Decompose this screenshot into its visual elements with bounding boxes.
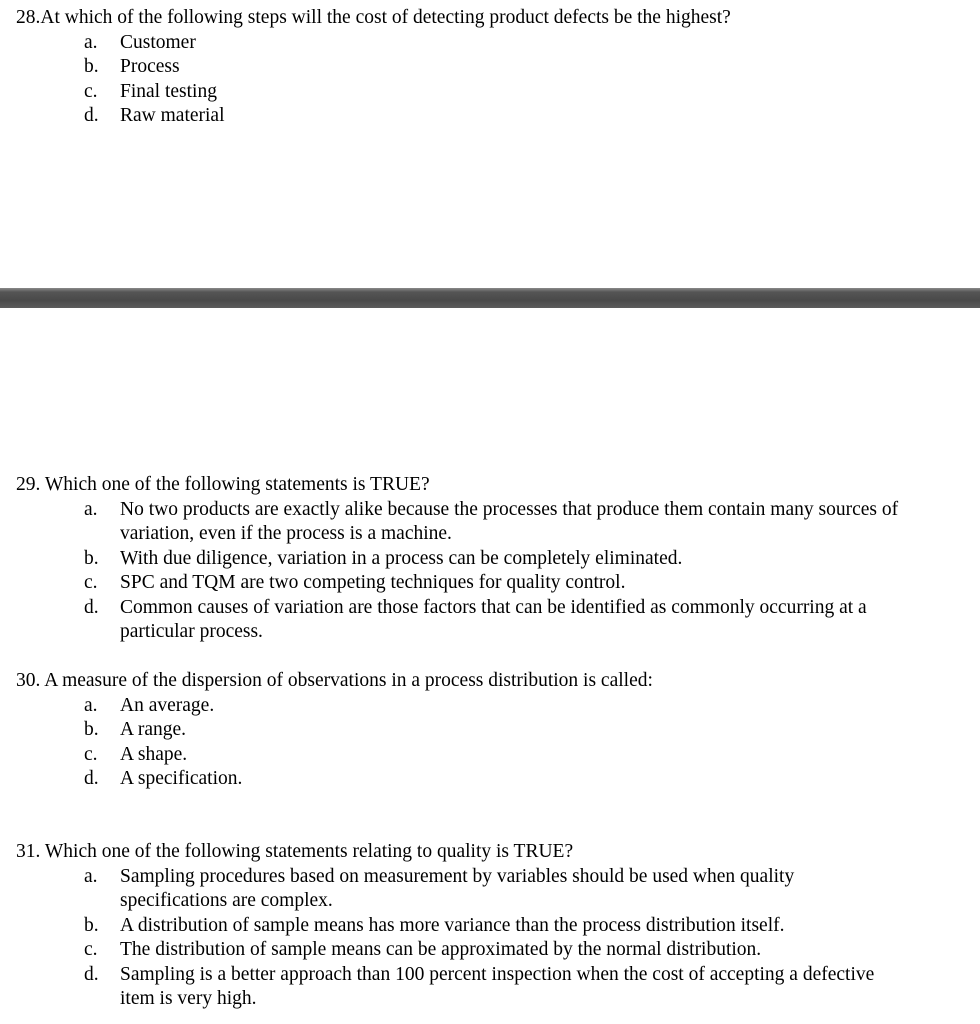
option-text: A shape. [120,743,188,765]
option-text: With due diligence, variation in a process can be completely eliminated. [120,547,683,569]
option-text: A distribution of sample means has more variance than the process distribution itself. [120,914,785,936]
option-text: A specification. [120,768,243,789]
option-letter: a. [84,865,98,887]
option-text: An average. [120,694,215,716]
question-number: 28. [16,7,41,28]
question-28 [16,6,966,129]
option-letter: c. [84,939,98,960]
option-a[interactable] [16,865,966,914]
option-text: SPC and TQM are two competing techniques for quality control. [120,572,626,593]
question-29 [16,473,966,645]
option-c[interactable] [16,571,966,596]
option-b[interactable] [16,914,966,939]
option-text: A range. [120,719,187,740]
option-text: Final testing [120,80,217,102]
option-text: No two products are exactly alike because the processes that produce them contain many sources of variation, even if the process is a machine. [120,498,899,544]
option-text: Process [120,56,180,77]
option-text: The distribution of sample means can be approximated by the normal distribution. [120,939,762,960]
option-letter: d. [84,768,99,789]
option-list [16,498,966,645]
option-letter: b. [84,719,99,740]
option-letter: a. [84,498,98,520]
option-letter: a. [84,694,98,716]
option-text: Raw material [120,105,225,126]
option-letter: c. [84,743,98,765]
option-b[interactable] [16,718,966,743]
option-d[interactable] [16,596,966,645]
option-b[interactable] [16,55,966,80]
option-letter: b. [84,914,99,936]
option-a[interactable] [16,498,966,547]
option-letter: d. [84,963,99,985]
option-list [16,31,966,129]
question-31 [16,840,966,1012]
option-c[interactable] [16,938,966,963]
page-divider [0,288,980,308]
option-text: Sampling procedures based on measurement by variables should be used when quality specifications are complex. [120,865,795,911]
option-d[interactable] [16,104,966,129]
question-stem [16,669,966,694]
option-text: Sampling is a better approach than 100 percent inspection when the cost of accepting a defective item is very high. [120,963,875,1009]
question-stem [16,840,966,865]
option-letter: c. [84,572,98,593]
option-a[interactable] [16,694,966,719]
option-d[interactable] [16,963,966,1012]
question-stem [16,6,966,31]
question-number: 31. [16,841,41,862]
option-letter: d. [84,596,99,618]
option-b[interactable] [16,547,966,572]
question-text: At which of the following steps will the cost of detecting product defects be the highest? [40,7,731,28]
option-letter: c. [84,80,98,102]
question-text: Which one of the following statements relating to quality is TRUE? [44,841,574,862]
option-text: Customer [120,31,196,53]
question-30 [16,669,966,792]
question-number: 29. [16,474,41,495]
question-text: A measure of the dispersion of observations in a process distribution is called: [44,670,653,691]
option-letter: b. [84,56,99,77]
question-text: Which one of the following statements is TRUE? [44,474,430,495]
question-number: 30. [16,670,41,691]
option-c[interactable] [16,743,966,768]
option-letter: b. [84,547,99,569]
option-list [16,694,966,792]
question-stem [16,473,966,498]
option-c[interactable] [16,80,966,105]
option-letter: d. [84,105,99,126]
option-a[interactable] [16,31,966,56]
option-text: Common causes of variation are those factors that can be identified as commonly occurring at a particular process. [120,596,867,642]
option-letter: a. [84,31,98,53]
option-d[interactable] [16,767,966,792]
option-list [16,865,966,1012]
